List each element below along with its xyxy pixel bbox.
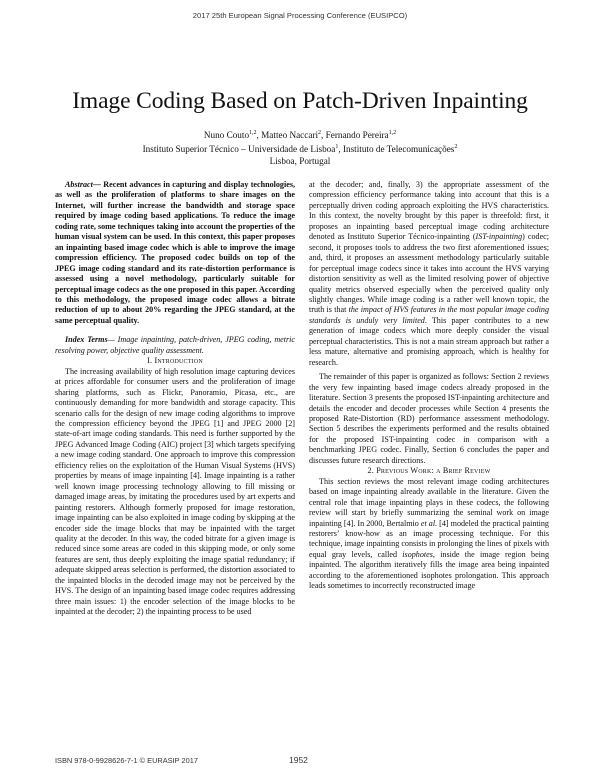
text-run: . This paper contributes to a new generation of image codecs which more deeply consider the visual perceptual characteristics. This is not a main stream approach but rather a less mature, alternative and promising approach, which is healthy for research. (309, 315, 550, 367)
affil-mark: 2 (318, 130, 322, 136)
abstract (55, 180, 295, 326)
section-heading-introduction: I. Introduction (147, 356, 203, 366)
affiliation-it: , Instituto de Telecomunicações (338, 144, 455, 155)
author-block (0, 127, 600, 167)
previous-work-paragraph-1 (309, 477, 549, 592)
text-run: , inside the image region being inpainted. The algorithm iteratively fills the image area being inpainted according to the aforementioned isophotes prolongation. This approach leads sometimes to incorrectly reconstructed image (309, 549, 549, 591)
emphasis: IST-inpainting (475, 232, 523, 242)
location: Lisboa, Portugal (269, 156, 331, 167)
emphasis: isophotes (402, 549, 433, 559)
text-run: [4] modeled the practical painting restorers’ know-how as an image processing technique. For this technique, image inpainting consists in prolonging the lines of pixels with equal gray levels, called (309, 518, 549, 559)
left-column (55, 180, 295, 618)
emphasis: et al. (420, 518, 438, 528)
affil-mark: 1,2 (249, 130, 257, 136)
affiliations (0, 141, 600, 155)
conference-header: 2017 25th European Signal Processing Conference (EUSIPCO) (192, 11, 408, 20)
affil-mark: 1 (335, 144, 339, 151)
text-run: This section reviews the most relevant image coding architectures based on image inpainting already available in the literature. Given the central role that image inpainting plays in these codecs, the following review will start by briefly summarizing the seminal work on image inpainting [4]. In 2000, Bertalmio (309, 476, 549, 528)
author-pereira: , Fernando Pereira (321, 130, 389, 141)
intro-paragraph-2: The remainder of this paper is organized as follows: Section 2 reviews the very few inpainting based image codecs already proposed in the literature. Section 3 presents the proposed IST-inpainting architecture and details the encoder and decoder processes while Section 4 presents the proposed Rate-Distortion (RD) performance assessment methodology. Section 5 describes the experiments performed and the results obtained for the proposed IST-inpainting codec in comparison with a benchmarking JPEG codec. Finally, Section 6 concludes the paper and discusses future research directions. (309, 372, 549, 465)
index-terms (55, 335, 295, 356)
affiliation-ist: Instituto Superior Técnico – Universidade de Lisboa (142, 144, 336, 155)
index-terms-text: — Image inpainting, patch-driven, JPEG coding, metric resolving power, objective quality assessment. (55, 335, 296, 355)
abstract-text: — Recent advances in capturing and display technologies, as well as the proliferation of platforms to share images on the Internet, will further increase the bandwidth and storage space required by image coding based applications. To reduce the image coding rate, some techniques taking into account the properties of the human visual system can be used. In this context, this paper proposes an inpainting based image codec which is able to improve the image compression efficiency. The proposed codec builds on top of the JPEG image coding standard and its rate-distortion performance is assessed using a novel methodology, particularly suitable for perceptual image codecs as the one proposed in this paper. According to this methodology, the proposed image codec allows a bitrate reduction of up to about 20% regarding the JPEG standard, at the same perceptual quality. (55, 180, 295, 325)
section-heading-previous-work: 2. Previous Work: a Brief Review (367, 466, 491, 476)
text-run: ) codec; second, it proposes tools to address the two first aforementioned issues; and, third, it proposes an assessment methodology particularly suitable for perceptual image codecs since it takes into account the HVS varying distortion sensitivity as well as the limited resolving power of objective quality metrics observed especially when the perceived quality only slightly changes. While image coding is a rather well known topic, the truth is that (309, 232, 550, 315)
abstract-label: Abstract (65, 180, 93, 189)
right-column (309, 180, 549, 592)
affil-mark: 1,2 (388, 130, 397, 136)
footer-isbn: ISBN 978-0-9928626-7-1 © EURASIP 2017 (55, 756, 198, 765)
paper-title: Image Coding Based on Patch-Driven Inpainting (72, 88, 528, 114)
author-naccari: , Matteo Naccari (256, 130, 319, 141)
author-couto: Nuno Couto (203, 130, 250, 141)
intro-paragraph-1-continued (309, 180, 549, 368)
intro-paragraph-1: The increasing availability of high resolution image capturing devices at prices affordable for consumer users and the proliferation of image sharing platforms, such as Flickr, Panoramio, Picasa, etc., are continuously demanding for more bandwidth and storage capacity. This scenario calls for the design of new image coding algorithms to improve the compression efficiency beyond the JPEG [1] and JPEG 2000 [2] state-of-art image coding standards. This need is further supported by the JPEG Advanced Image Coding (AIC) project [3] which targets specifying a new image coding standard. One approach to improve this compression efficiency relies on the exploitation of the Human Visual Systems (HVS) properties by means of image inpainting [4]. Image inpainting is a rather well known image processing technology allowing to fill missing or damaged image areas, by imitating the procedures used by art experts and painting restorers. Although formerly proposed for image restoration, image inpainting can be also exploited in image coding by skipping at the encoder side the image blocks that may be inpainted with the target quality at the decoder. In this way, the coded bitrate for a given image is reduced since some areas are coded in this skipping mode, or only some features are sent, thus deeply exploiting the image spatial redundancy; if adequate skipped areas selection is performed, the distortion associated to the inpainted blocks in the decoded image may not be perceived by the HVS. The design of an inpainting based image codec requires addressing three main issues: 1) the encoder selection of the image blocks to be inpainted at the decoder; 2) the inpainting process to be used (55, 366, 295, 617)
affil-mark: 2 (454, 144, 458, 151)
author-names (0, 127, 600, 141)
text-run: at the decoder; and, finally, 3) the appropriate assessment of the compression efficiency performance taking into account that this is a perceptually driven coding approach exploiting the HVS characteristics. In this context, the novelty brought by this paper is threefold: first, it proposes an inpainting based perceptual image coding architecture denoted as Instituto Superior Técnico-inpainting ( (309, 180, 549, 242)
emphasis: the impact of HVS features in the most popular image coding standards is unduly very limited (309, 305, 549, 325)
index-terms-label: Index Terms (65, 335, 108, 345)
page-number: 1952 (289, 755, 308, 765)
